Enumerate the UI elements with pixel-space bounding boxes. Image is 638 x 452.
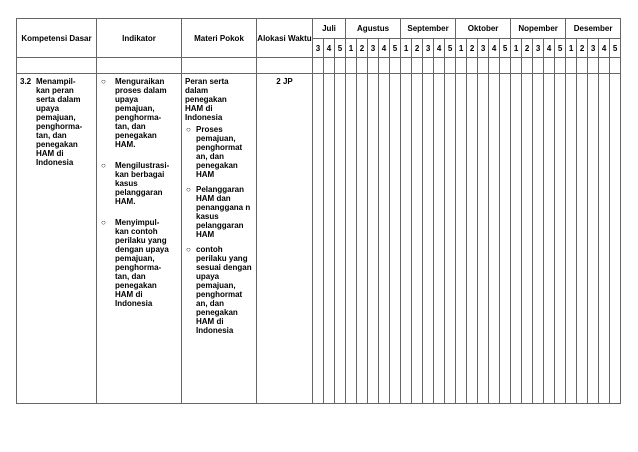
week-cell: 4 [324, 39, 335, 58]
empty-row [17, 58, 621, 74]
week-cell: 2 [467, 39, 478, 58]
bullet-icon: ○ [101, 161, 106, 170]
week-cell: 5 [500, 39, 511, 58]
week-cell: 5 [555, 39, 566, 58]
materi-pokok-cell [182, 74, 257, 404]
week-cell: 3 [313, 39, 324, 58]
indikator-item: ○ Mengilustrasi-kan berbagai kasus pelanggaran HAM. [101, 161, 170, 206]
month-juli: Juli [313, 19, 346, 39]
week-cell: 2 [577, 39, 588, 58]
week-cell: 3 [588, 39, 599, 58]
week-cell: 5 [445, 39, 456, 58]
week-cell: 3 [423, 39, 434, 58]
materi-intro: Peran serta dalam penegakan HAM di Indonesia [185, 77, 229, 122]
indikator-item: ○ Menguraikan proses dalam upaya pemajuan, penghorma-tan, dan penegakan HAM. [101, 77, 167, 149]
indikator-cell [97, 74, 182, 404]
header-alokasi-waktu: Alokasi Waktu [257, 19, 313, 58]
week-cell: 5 [390, 39, 401, 58]
week-cell: 4 [489, 39, 500, 58]
week-cell: 5 [610, 39, 621, 58]
kd-number: 3.2 [20, 77, 32, 86]
week-cell: 4 [599, 39, 610, 58]
week-cell: 1 [401, 39, 412, 58]
header-indikator: Indikator [97, 19, 182, 58]
week-cell: 1 [566, 39, 577, 58]
week-cell: 4 [434, 39, 445, 58]
week-cell: 1 [456, 39, 467, 58]
header-kompetensi-dasar: Kompetensi Dasar [17, 19, 97, 58]
week-cell: 4 [544, 39, 555, 58]
materi-item: ○ contoh perilaku yang sesuai dengan upaya pemajuan, penghormat an, dan penegakan HAM di Indonesia [186, 245, 252, 335]
bullet-icon: ○ [186, 185, 191, 194]
bullet-icon: ○ [101, 77, 106, 86]
alokasi-waktu-cell: 2 JP [257, 74, 313, 404]
table-row [17, 74, 621, 404]
week-cell: 3 [533, 39, 544, 58]
month-september: September [401, 19, 456, 39]
kompetensi-dasar-cell [17, 74, 97, 404]
materi-item: ○ Pelanggaran HAM dan penanggana n kasus pelanggaran HAM [186, 185, 251, 239]
bullet-icon: ○ [186, 245, 191, 254]
week-cell: 3 [478, 39, 489, 58]
month-desember: Desember [566, 19, 621, 39]
month-oktober: Oktober [456, 19, 511, 39]
materi-item: ○ Proses pemajuan, penghormat an, dan penegakan HAM [186, 125, 243, 179]
week-cell: 2 [522, 39, 533, 58]
week-cell: 2 [357, 39, 368, 58]
kd-text: Menampil-kan peran serta dalam upaya pemajuan, penghorma-tan, dan penegakan HAM di Indonesia [36, 77, 83, 167]
month-nopember: Nopember [511, 19, 566, 39]
week-cell: 5 [335, 39, 346, 58]
week-cell: 4 [379, 39, 390, 58]
month-agustus: Agustus [346, 19, 401, 39]
indikator-item: ○ Menyimpul-kan contoh perilaku yang dengan upaya pemajuan, penghorma-tan, dan penegakan HAM di Indonesia [101, 218, 169, 308]
week-cell: 1 [346, 39, 357, 58]
bullet-icon: ○ [186, 125, 191, 134]
week-cell: 2 [412, 39, 423, 58]
schedule-table [16, 18, 621, 404]
header-materi-pokok: Materi Pokok [182, 19, 257, 58]
bullet-icon: ○ [101, 218, 106, 227]
week-cell: 1 [511, 39, 522, 58]
week-cell: 3 [368, 39, 379, 58]
